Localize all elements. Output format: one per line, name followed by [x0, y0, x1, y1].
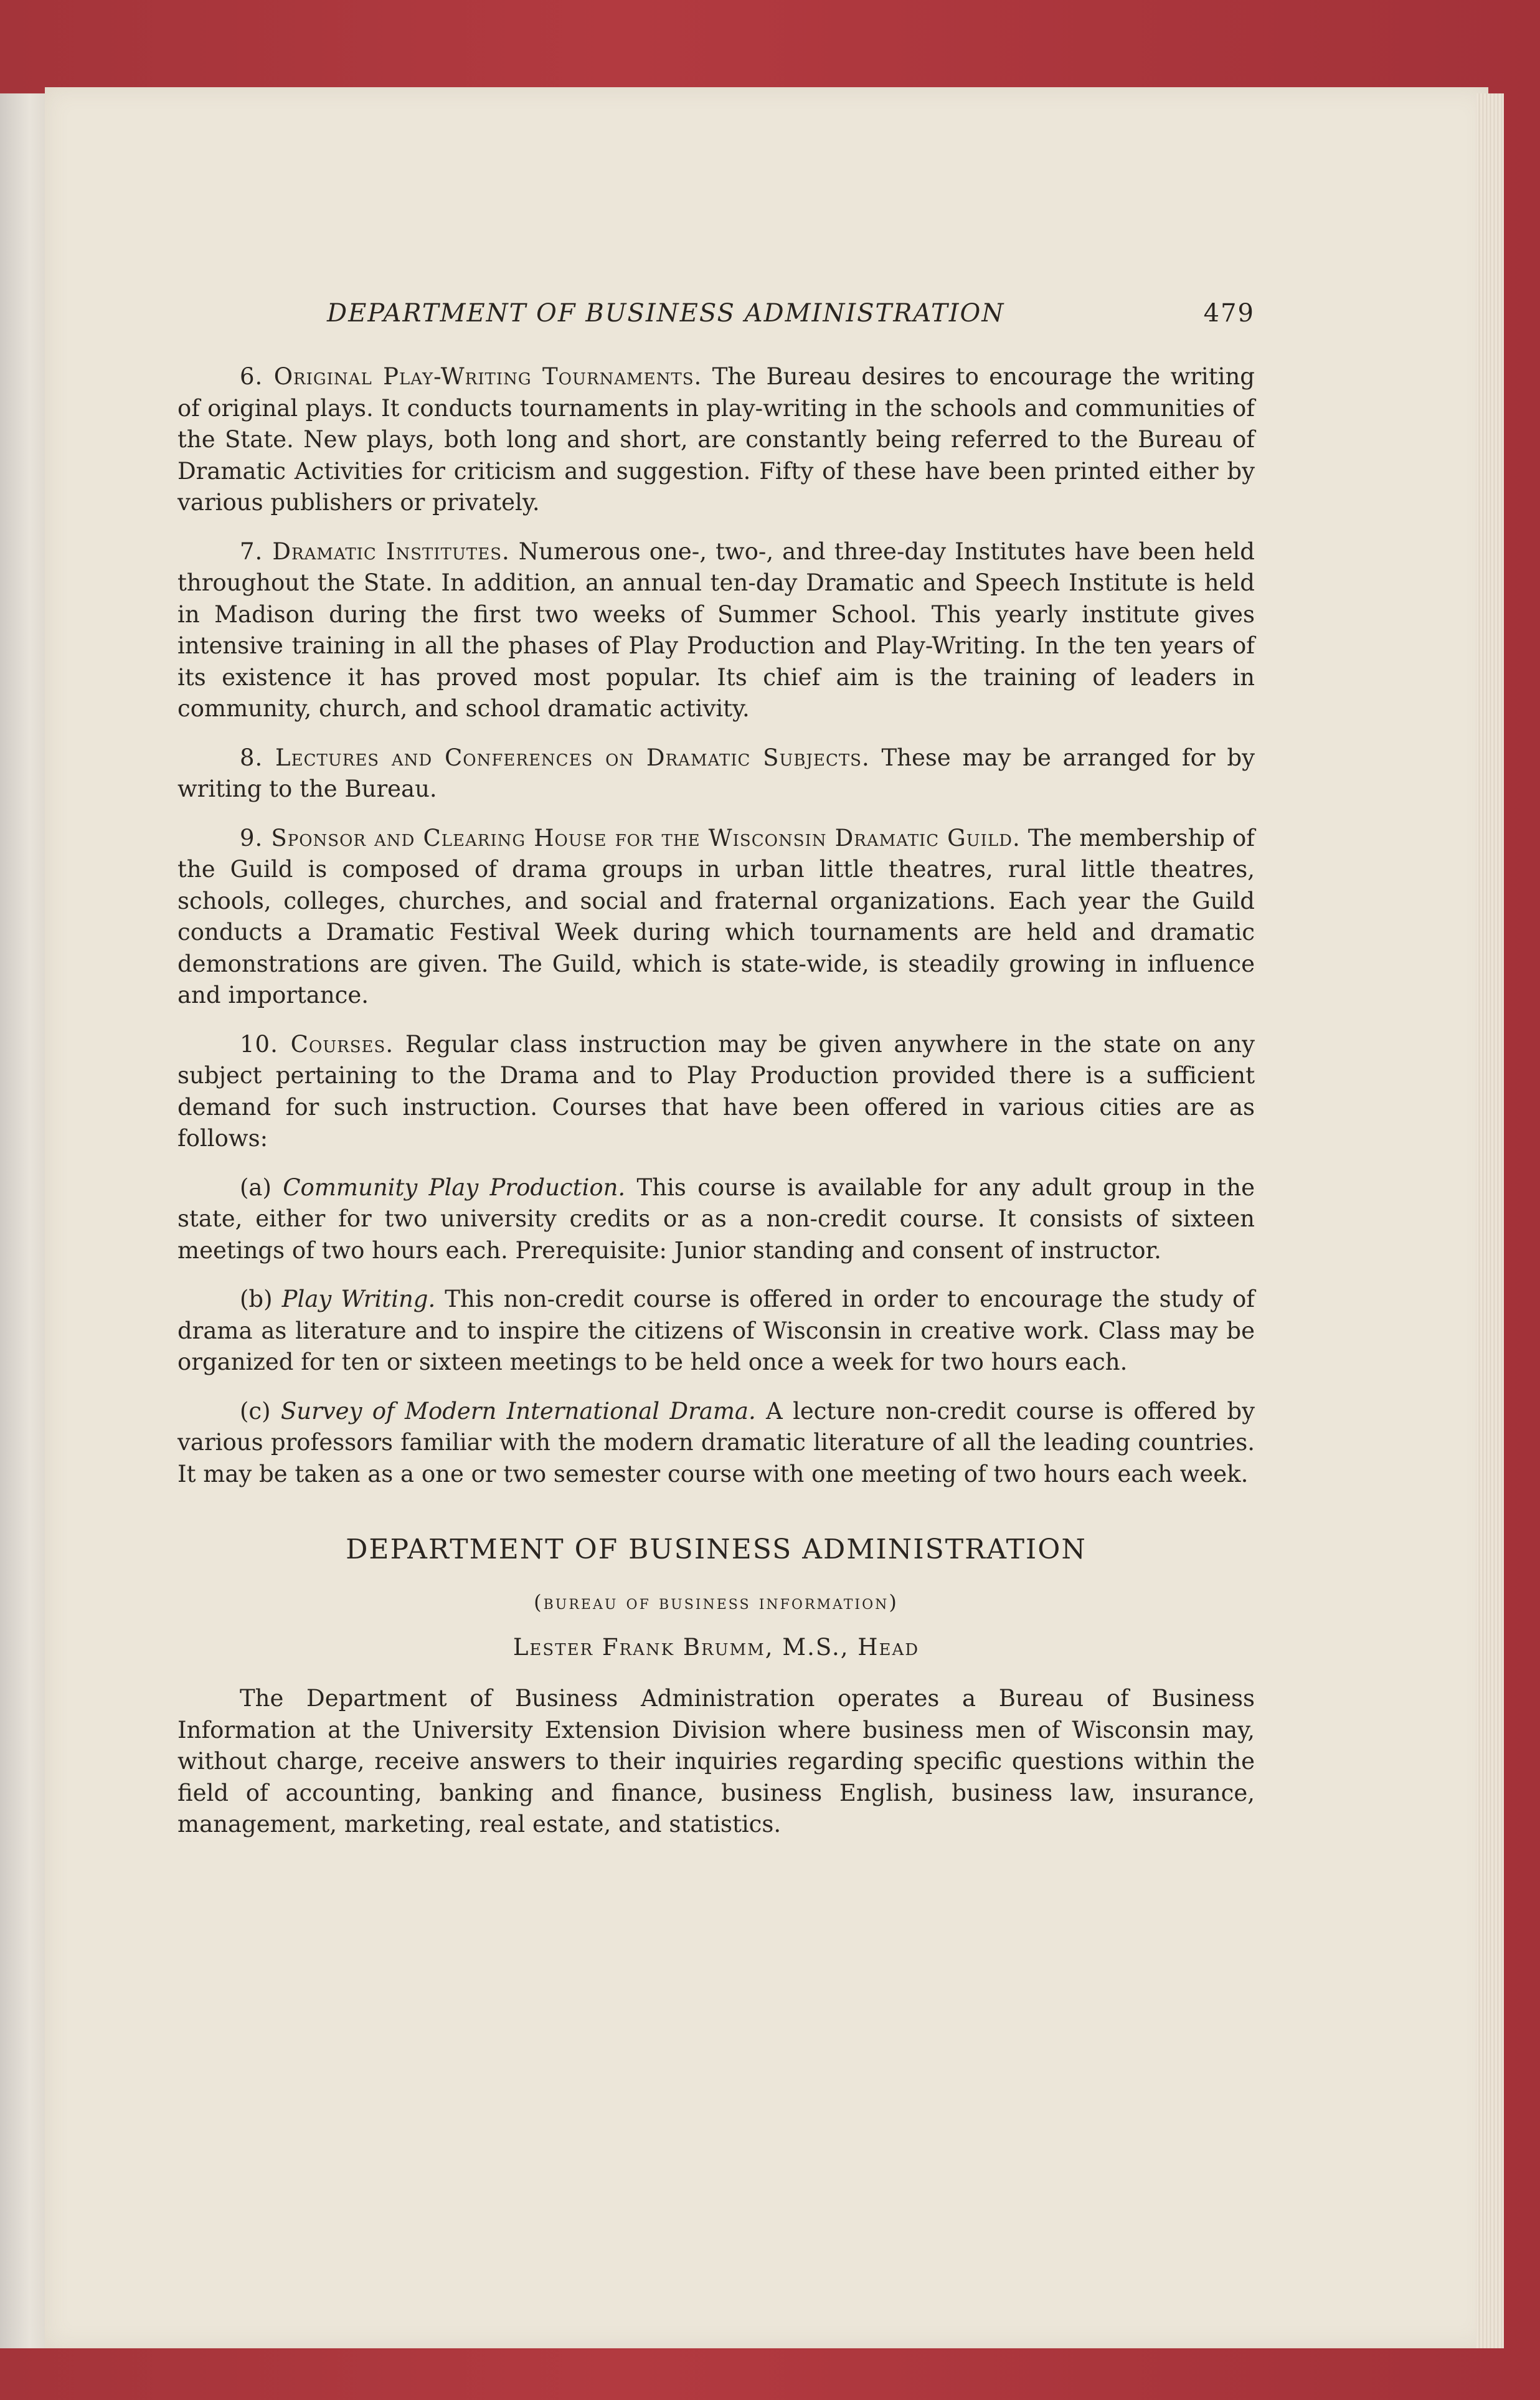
item-body: These may be arranged for by writing to the Bureau. [177, 744, 1255, 802]
spine-gutter [0, 93, 50, 2348]
course-body: This course is available for any adult group in the state, either for two university credits or as a non-credit course. It consists of sixteen meetings of two hours each. Prerequisite: Junior standing and consent of instructor. [177, 1174, 1255, 1264]
department-head: Lester Frank Brumm, M.S., Head [513, 1634, 920, 1661]
item-heading: 8. Lectures and Conferences on Dramatic Subjects. [240, 744, 870, 771]
course-c [177, 1396, 1255, 1491]
running-head [177, 299, 1255, 336]
course-label: (a) [240, 1174, 283, 1201]
page-number: 479 [1203, 299, 1255, 328]
item-9 [177, 823, 1255, 1012]
section-title: DEPARTMENT OF BUSINESS ADMINISTRATION [346, 1534, 1087, 1565]
section-subtitle: (bureau of business information) [534, 1590, 899, 1614]
item-7 [177, 536, 1255, 725]
course-title: Play Writing. [281, 1286, 436, 1312]
course-label: (b) [240, 1286, 282, 1312]
item-heading: 6. Original Play-Writing Tournaments. [240, 363, 702, 390]
course-body: A lecture non-credit course is offered by various professors familiar with the modern dramatic literature of all the leading countries. It may be taken as a one or two semester course with one meeting of two hours each week. [177, 1397, 1255, 1487]
item-heading: 10. Courses. [240, 1030, 394, 1058]
section-body: The Department of Business Administration operates a Bureau of Business Information at the University Extension Division where business men of Wisconsin may, without charge, receive answers to their inquiries regarding specific questions within the field of accounting, banking and finance, business English, business law, insurance, management, marketing, real estate, and statistics. [177, 1685, 1255, 1838]
course-body: This non-credit course is offered in order to encourage the study of drama as literature and to inspire the citizens of Wisconsin in creative work. Class may be organized for ten or sixteen meetings to be held once a week for two hours each. [177, 1286, 1255, 1375]
course-title: Community Play Production. [283, 1174, 626, 1201]
item-10 [177, 1029, 1255, 1155]
course-a [177, 1172, 1255, 1267]
item-body: Numerous one-, two-, and three-day Institutes have been held throughout the State. In addition, an annual ten-day Dramatic and Speech Institute is held in Madison during the first two weeks of Summer School. This yearly institute gives intensive training in all the phases of Play Production and Play-Writing. In the ten years of its existence it has proved most popular. Its chief aim is the training of leaders in community, church, and school dramatic activity. [177, 538, 1255, 722]
item-body: The Bureau desires to encourage the writing of original plays. It conducts tournaments in play-writing in the schools and communities of the State. New plays, both long and short, are constantly being referred to the Bureau of Dramatic Activities for criticism and suggestion. Fifty of these have been printed either by various publishers or privately. [177, 363, 1255, 516]
running-title: DEPARTMENT OF BUSINESS ADMINISTRATION [327, 299, 1005, 328]
page-edge [1476, 93, 1504, 2348]
course-title: Survey of Modern International Drama. [280, 1397, 756, 1425]
page-content [177, 299, 1255, 1841]
item-heading: 7. Dramatic Institutes. [240, 538, 510, 565]
item-heading: 9. Sponsor and Clearing House for the Wisconsin Dramatic Guild. [240, 824, 1021, 851]
course-label: (c) [240, 1397, 281, 1425]
item-6 [177, 361, 1255, 519]
course-b [177, 1284, 1255, 1378]
item-body: Regular class instruction may be given anywhere in the state on any subject pertaining to the Drama and to Play Production provided there is a sufficient demand for such instruction. Courses that have been offered in various cities are as follows: [177, 1030, 1255, 1152]
item-8 [177, 742, 1255, 805]
item-body: The membership of the Guild is composed of drama groups in urban little theatres, rural little theatres, schools, colleges, churches, and social and fraternal organizations. Each year the Guild conducts a Dramatic Festival Week during which tournaments are held and dramatic demonstrations are given. The Guild, which is state-wide, is steadily growing in influence and importance. [177, 824, 1255, 1008]
